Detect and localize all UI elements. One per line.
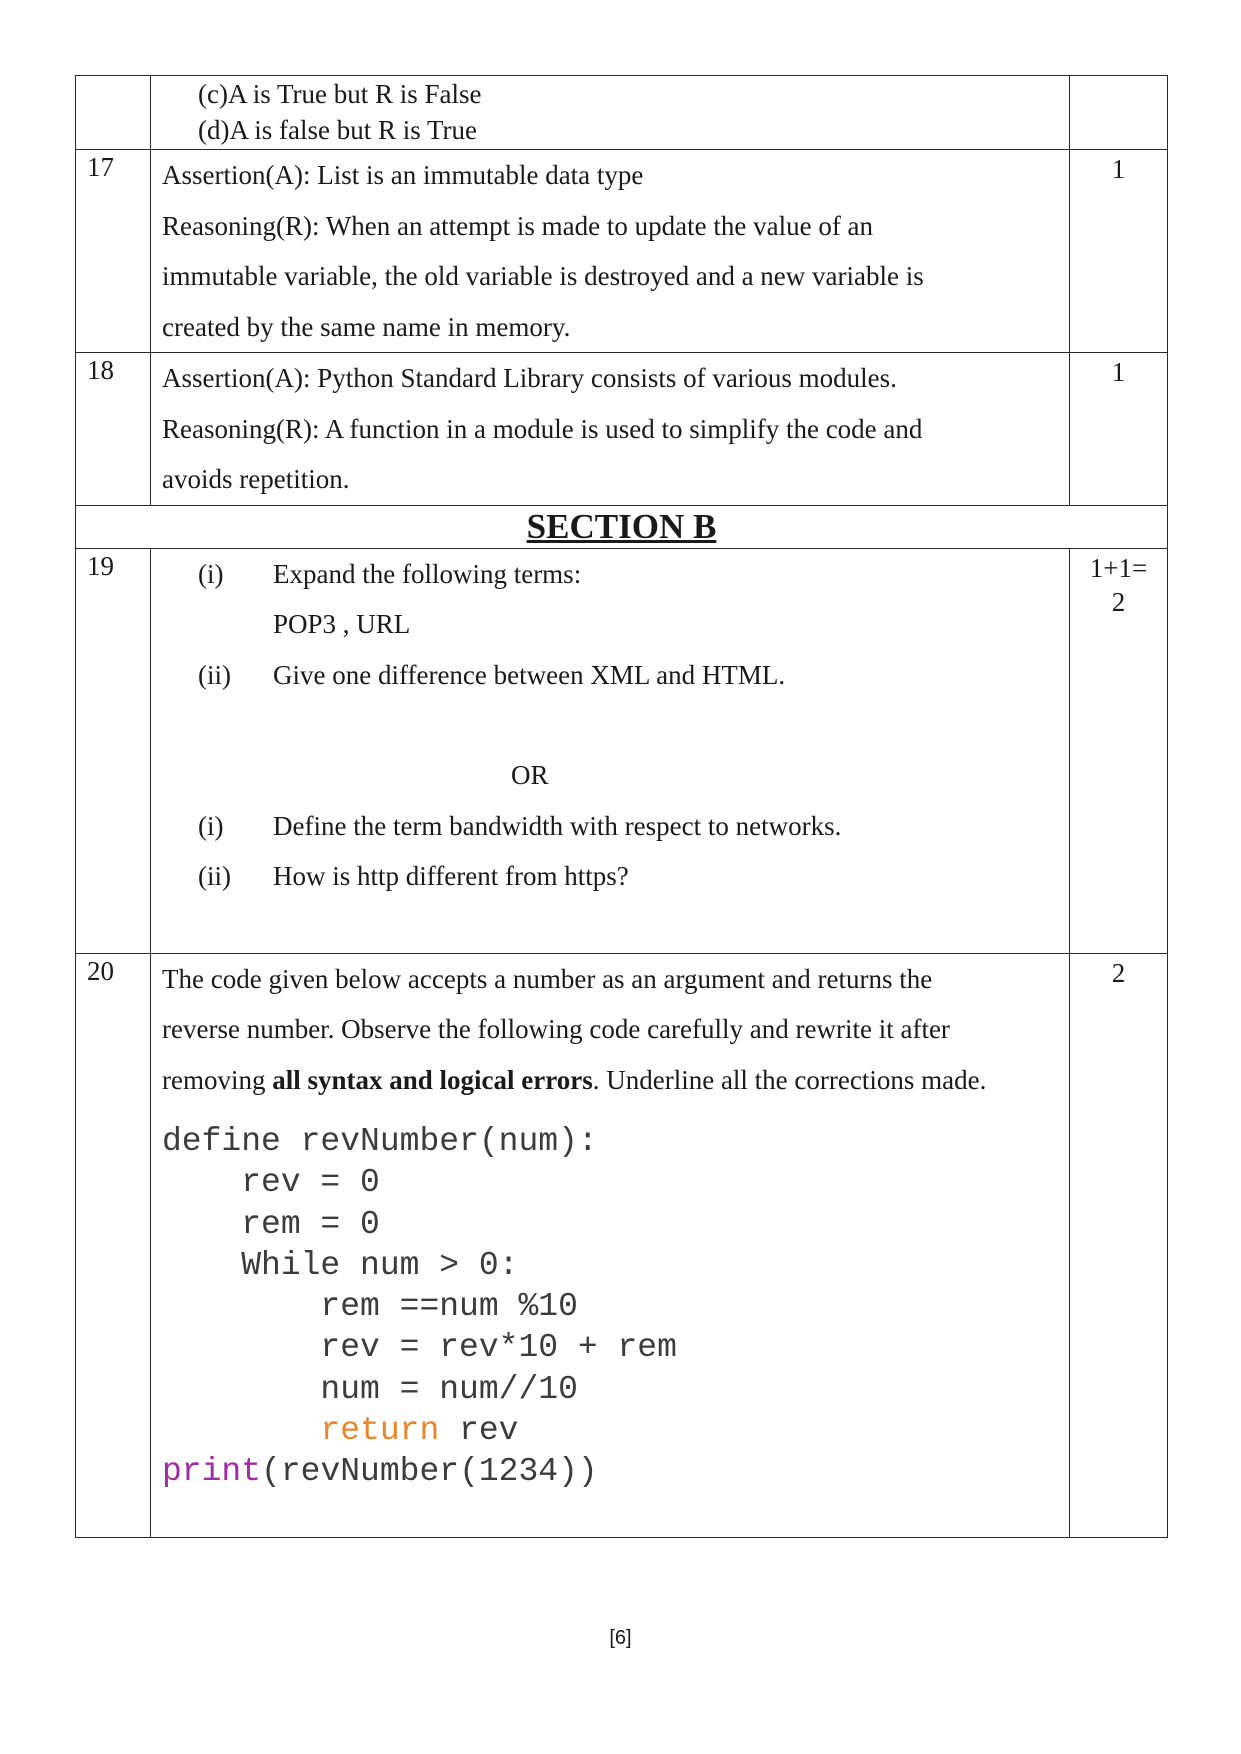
text-line: Assertion(A): List is an immutable data type [162, 160, 644, 190]
text-line: created by the same name in memory. [162, 311, 571, 342]
marks: 1+1= 2 [1070, 548, 1168, 953]
options-cell [151, 76, 1070, 150]
code-line: While num > 0: [162, 1246, 519, 1284]
sub-label: (i) [198, 558, 224, 589]
code-block [151, 1121, 1069, 1493]
text-line: Reasoning(R): A function in a module is used to simplify the code and [162, 413, 923, 444]
table-row [76, 76, 1168, 150]
code-line: num = num//10 [162, 1370, 578, 1408]
marks: 1 [1070, 353, 1168, 506]
page-number: [6] [609, 1627, 632, 1649]
sub-question [151, 801, 1069, 852]
sub-label: (i) [198, 810, 224, 841]
option-c: (c)A is True but R is False [198, 79, 482, 109]
sub-text: Define the term bandwidth with respect to networks. [273, 810, 842, 841]
emphasis: all syntax and logical errors [272, 1064, 593, 1095]
question-number: 20 [76, 953, 151, 1537]
sub-label: (ii) [198, 659, 231, 690]
or-label: OR [511, 760, 549, 790]
keyword-print: print [162, 1453, 262, 1491]
question-number: 18 [76, 353, 151, 506]
code-line: define revNumber(num): [162, 1123, 598, 1160]
marks: 2 [1070, 953, 1168, 1537]
option-d: (d)A is false but R is True [198, 115, 478, 145]
table-row [76, 505, 1168, 548]
question-number: 19 [76, 548, 151, 953]
sub-question-continued [151, 599, 1069, 650]
sub-question [151, 650, 1069, 701]
sub-text: How is http different from https? [273, 861, 629, 891]
question-number: 17 [76, 150, 151, 353]
sub-text: POP3 , URL [273, 609, 411, 639]
section-title: SECTION B [526, 506, 717, 546]
code-line: print(revNumber(1234)) [162, 1453, 598, 1491]
question-19-text [151, 548, 1070, 953]
table-row [76, 353, 1168, 506]
code-line: rev = rev*10 + rem [162, 1329, 677, 1367]
sub-question [151, 549, 1069, 600]
sub-text: Give one difference between XML and HTML. [273, 659, 786, 690]
table-row [76, 548, 1168, 953]
code-line: rem ==num %10 [162, 1288, 578, 1326]
table-row [76, 150, 1168, 353]
text-line: removing all syntax and logical errors. Underline all the corrections made. [162, 1064, 987, 1095]
question-table [75, 75, 1168, 1538]
question-18-text [151, 353, 1070, 506]
text-line: immutable variable, the old variable is destroyed and a new variable is [162, 261, 924, 291]
code-line: rev = 0 [162, 1164, 380, 1202]
question-17-text [151, 150, 1070, 353]
code-line: return rev [320, 1412, 519, 1450]
marks: 1 [1070, 150, 1168, 353]
keyword-return: return [320, 1412, 440, 1450]
text-line: reverse number. Observe the following code carefully and rewrite it after [162, 1014, 950, 1044]
table-row [76, 953, 1168, 1537]
sub-text: Expand the following terms: [273, 558, 582, 589]
code-line: rem = 0 [162, 1205, 380, 1243]
text-line: avoids repetition. [162, 464, 350, 494]
sub-label: (ii) [198, 861, 231, 891]
section-heading [76, 505, 1168, 548]
question-20-text [151, 953, 1070, 1537]
text-line: The code given below accepts a number as an argument and returns the [162, 963, 933, 994]
text-line: Reasoning(R): When an attempt is made to update the value of an [162, 210, 874, 241]
sub-question [151, 851, 1069, 902]
text-line: Assertion(A): Python Standard Library consists of various modules. [162, 363, 897, 393]
